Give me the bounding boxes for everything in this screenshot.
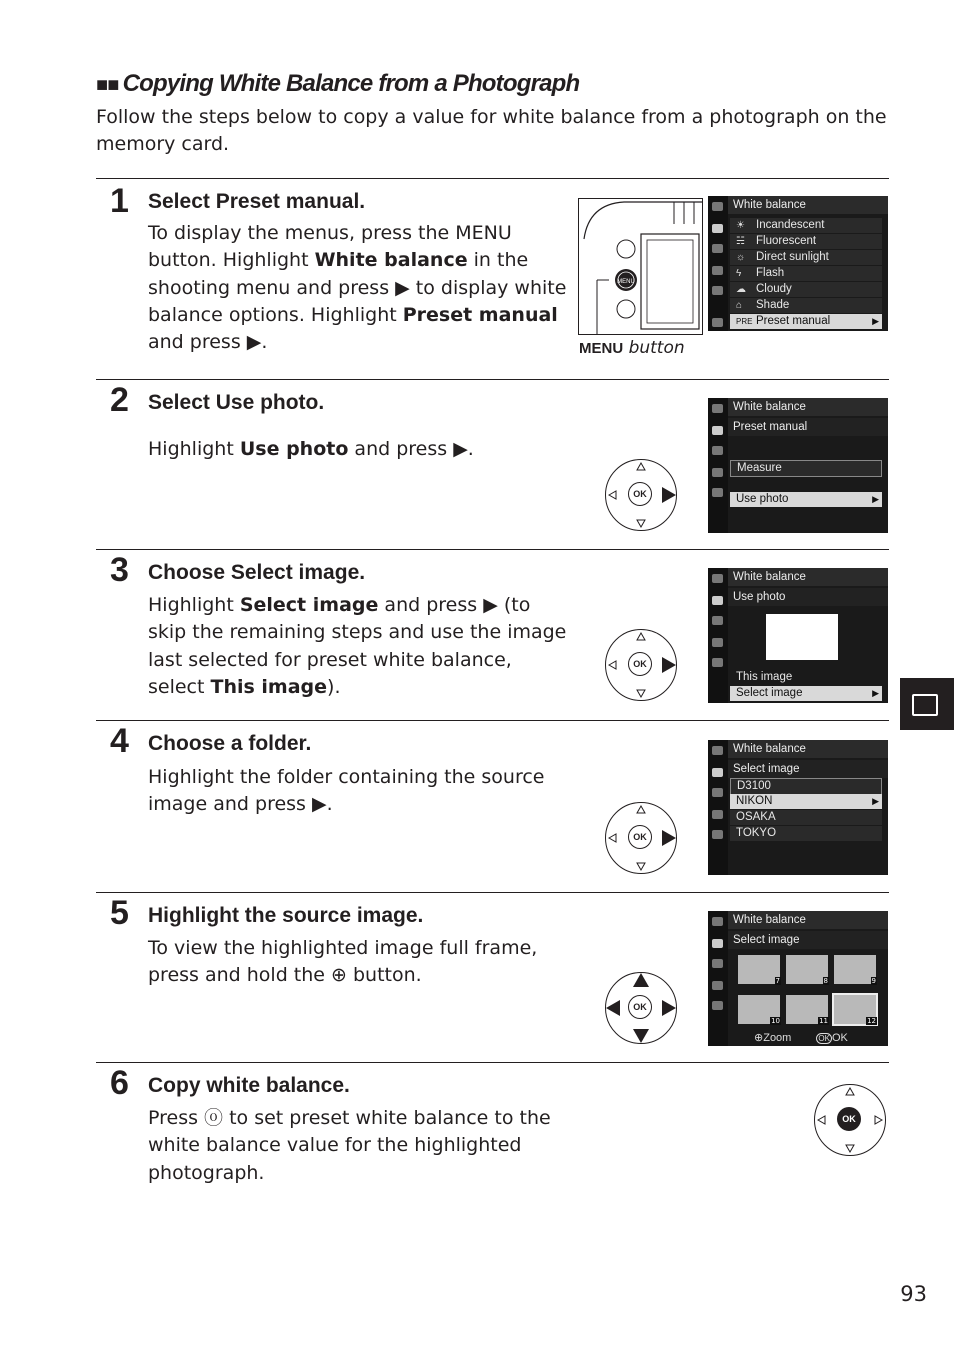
step-number: 4 [110,722,129,760]
step-title [148,561,365,585]
multi-selector-dial [814,1084,886,1156]
step-number: 3 [110,551,129,589]
row-label: Incandescent [756,219,825,231]
lcd-header: White balance [728,568,888,586]
menu-tabs [708,398,728,533]
step-title-bold: Highlight the source image. [148,904,424,927]
divider [96,892,889,893]
row-label: Fluorescent [756,235,817,247]
caption-text: button [623,338,685,358]
fluorescent-icon: ☵ [736,236,745,247]
thumbnail-number: 12 [867,1017,876,1025]
section-title-text: Copying White Balance from a Photograph [122,70,580,97]
option-select-image[interactable] [730,686,882,701]
step-title-prefix: Select [148,190,216,213]
step-5 [96,894,889,1062]
step-title-prefix: Select [148,391,216,414]
multi-selector-dial [605,459,677,531]
folder-item-selected[interactable] [730,794,882,809]
option-label: Measure [737,462,782,474]
cloudy-icon: ☁ [736,284,746,295]
thumbnail[interactable] [786,955,828,984]
option-label: Use photo [736,493,789,505]
menu-row[interactable] [730,298,882,313]
menu-tabs [708,568,728,703]
ok-button-icon: OK [628,482,652,506]
step-text: Highlight the folder containing the source image and press ▶. [148,766,545,816]
divider [96,549,889,550]
lcd-subheader: Use photo [728,588,888,606]
lcd-header: White balance [728,196,888,214]
row-label: Shade [756,299,790,311]
step-title-bold: Copy white balance. [148,1074,350,1097]
step-number: 1 [110,182,129,220]
multi-selector-dial [605,629,677,701]
section-title [96,70,579,98]
step-title [148,904,423,928]
menu-tabs [708,740,728,875]
ok-button-icon: OK [628,652,652,676]
lcd-preset-manual [708,398,888,533]
flash-icon: ϟ [736,268,742,279]
lcd-select-folder [708,740,888,875]
step-title [148,732,311,756]
folder-label: TOKYO [736,827,777,839]
dial-arrows [606,803,676,873]
page-number: 93 [900,1282,927,1306]
folder-label: NIKON [736,795,773,807]
caption-key: MENU [579,340,624,357]
lcd-select-image [708,911,888,1046]
menu-row[interactable] [730,250,882,265]
ok-button-icon: OK [628,995,652,1019]
dial-arrows [606,630,676,700]
option-measure[interactable] [730,460,882,477]
step-title [148,190,365,214]
step-4 [96,722,889,892]
camera-back-drawing [579,199,702,334]
thumbnail-number: 10 [771,1017,780,1025]
divider [96,178,889,179]
preset-icon: PRE [736,317,753,326]
menu-row[interactable] [730,266,882,281]
step-title [148,1074,350,1098]
row-label: Direct sunlight [756,251,829,263]
step-title-prefix: Choose [148,561,231,584]
step-2 [96,381,889,549]
menu-row[interactable] [730,218,882,233]
intro-paragraph: Follow the steps below to copy a value for white balance from a photograph on the memory card. [96,106,887,155]
preview-image [766,614,838,660]
menu-button-caption [579,338,685,358]
row-label: Flash [756,267,785,279]
incandescent-icon: ☀ [736,220,745,231]
option-this-image[interactable] [730,670,882,685]
step-title-bold: Preset manual. [215,190,366,213]
step-3 [96,551,889,719]
lcd-header: White balance [728,911,888,929]
step-6 [96,1064,889,1214]
shade-icon: ⌂ [736,300,743,311]
arrow-right-icon: ▶ [872,796,879,806]
dial-arrows [815,1085,885,1155]
section-marks: ■■ [96,74,119,96]
ok-button-icon: OK [837,1107,861,1131]
step-title-bold: Choose a folder. [148,732,312,755]
step-text: Highlight Select image and press ▶ (to skip the remaining steps and use the image last selected for preset white balance, select This image). [148,594,567,698]
folder-label: D3100 [737,780,771,792]
zoom-icon: ⊕ [754,1032,764,1044]
thumbnail-number: 9 [871,977,876,985]
step-title [148,391,324,415]
arrow-right-icon: ▶ [872,688,879,698]
step-text: To display the menus, press the MENU button. Highlight White balance in the shooting menu and press ▶ to display white balance options. Highlight Preset manual and press ▶. [148,222,567,354]
folder-label: OSAKA [736,811,776,823]
step-text: Press ⓞ to set preset white balance to the white balance value for the highlighted photograph. [148,1107,551,1184]
lcd-white-balance-menu [708,196,888,331]
step-number: 5 [110,894,129,932]
lcd-subheader: Select image [728,931,888,949]
row-label: Cloudy [756,283,792,295]
lcd-subheader: Preset manual [728,418,888,436]
step-title-bold: Use photo. [215,391,325,414]
thumbnail-selected[interactable] [832,993,878,1026]
step-title-bold: Select image. [230,561,366,584]
chapter-tab [900,678,954,730]
step-1 [96,180,889,378]
option-label: Select image [736,687,803,699]
option-label: This image [736,671,793,683]
divider [96,1062,889,1063]
dial-arrows [606,460,676,530]
option-use-photo[interactable] [730,492,882,507]
zoom-label: Zoom [763,1032,792,1044]
multi-selector-dial [605,802,677,874]
lcd-use-photo [708,568,888,703]
divider [96,379,889,380]
menu-row[interactable] [730,234,882,249]
thumbnail[interactable] [738,955,780,984]
step-number: 2 [110,381,129,419]
thumbnail-number: 7 [775,977,780,985]
ok-button-icon: OK [628,825,652,849]
arrow-right-icon: ▶ [872,316,879,326]
thumbnail-number: 11 [819,1017,828,1025]
lcd-header: White balance [728,398,888,416]
thumbnail[interactable] [834,955,876,984]
step-number: 6 [110,1064,129,1102]
lcd-footer [754,1031,848,1044]
menu-row-selected[interactable] [730,314,882,329]
thumbnail[interactable] [786,995,828,1024]
lcd-subheader: Select image [728,760,888,778]
ok-key-icon: OK [818,1034,830,1043]
folder-item[interactable] [730,810,882,825]
folder-item[interactable] [730,778,882,795]
arrow-right-icon: ▶ [872,494,879,504]
sunlight-icon: ☼ [736,252,746,263]
camera-back-illustration [578,198,703,335]
thumbnail[interactable] [738,995,780,1024]
menu-tabs [708,911,728,1046]
menu-tabs [708,196,728,331]
thumbnail-number: 8 [823,977,828,985]
lcd-header: White balance [728,740,888,758]
svg-text:MENU: MENU [617,279,635,285]
camera-icon [912,694,938,716]
ok-label: OK [831,1032,848,1044]
menu-row[interactable] [730,282,882,297]
step-text: Highlight Use photo and press ▶. [148,438,474,460]
divider [96,720,889,721]
multi-selector-dial [605,972,677,1044]
row-label: Preset manual [756,315,831,327]
dial-arrows [606,973,676,1043]
step-text: To view the highlighted image full frame, press and hold the ⊕ button. [148,937,538,987]
folder-item[interactable] [730,826,882,841]
